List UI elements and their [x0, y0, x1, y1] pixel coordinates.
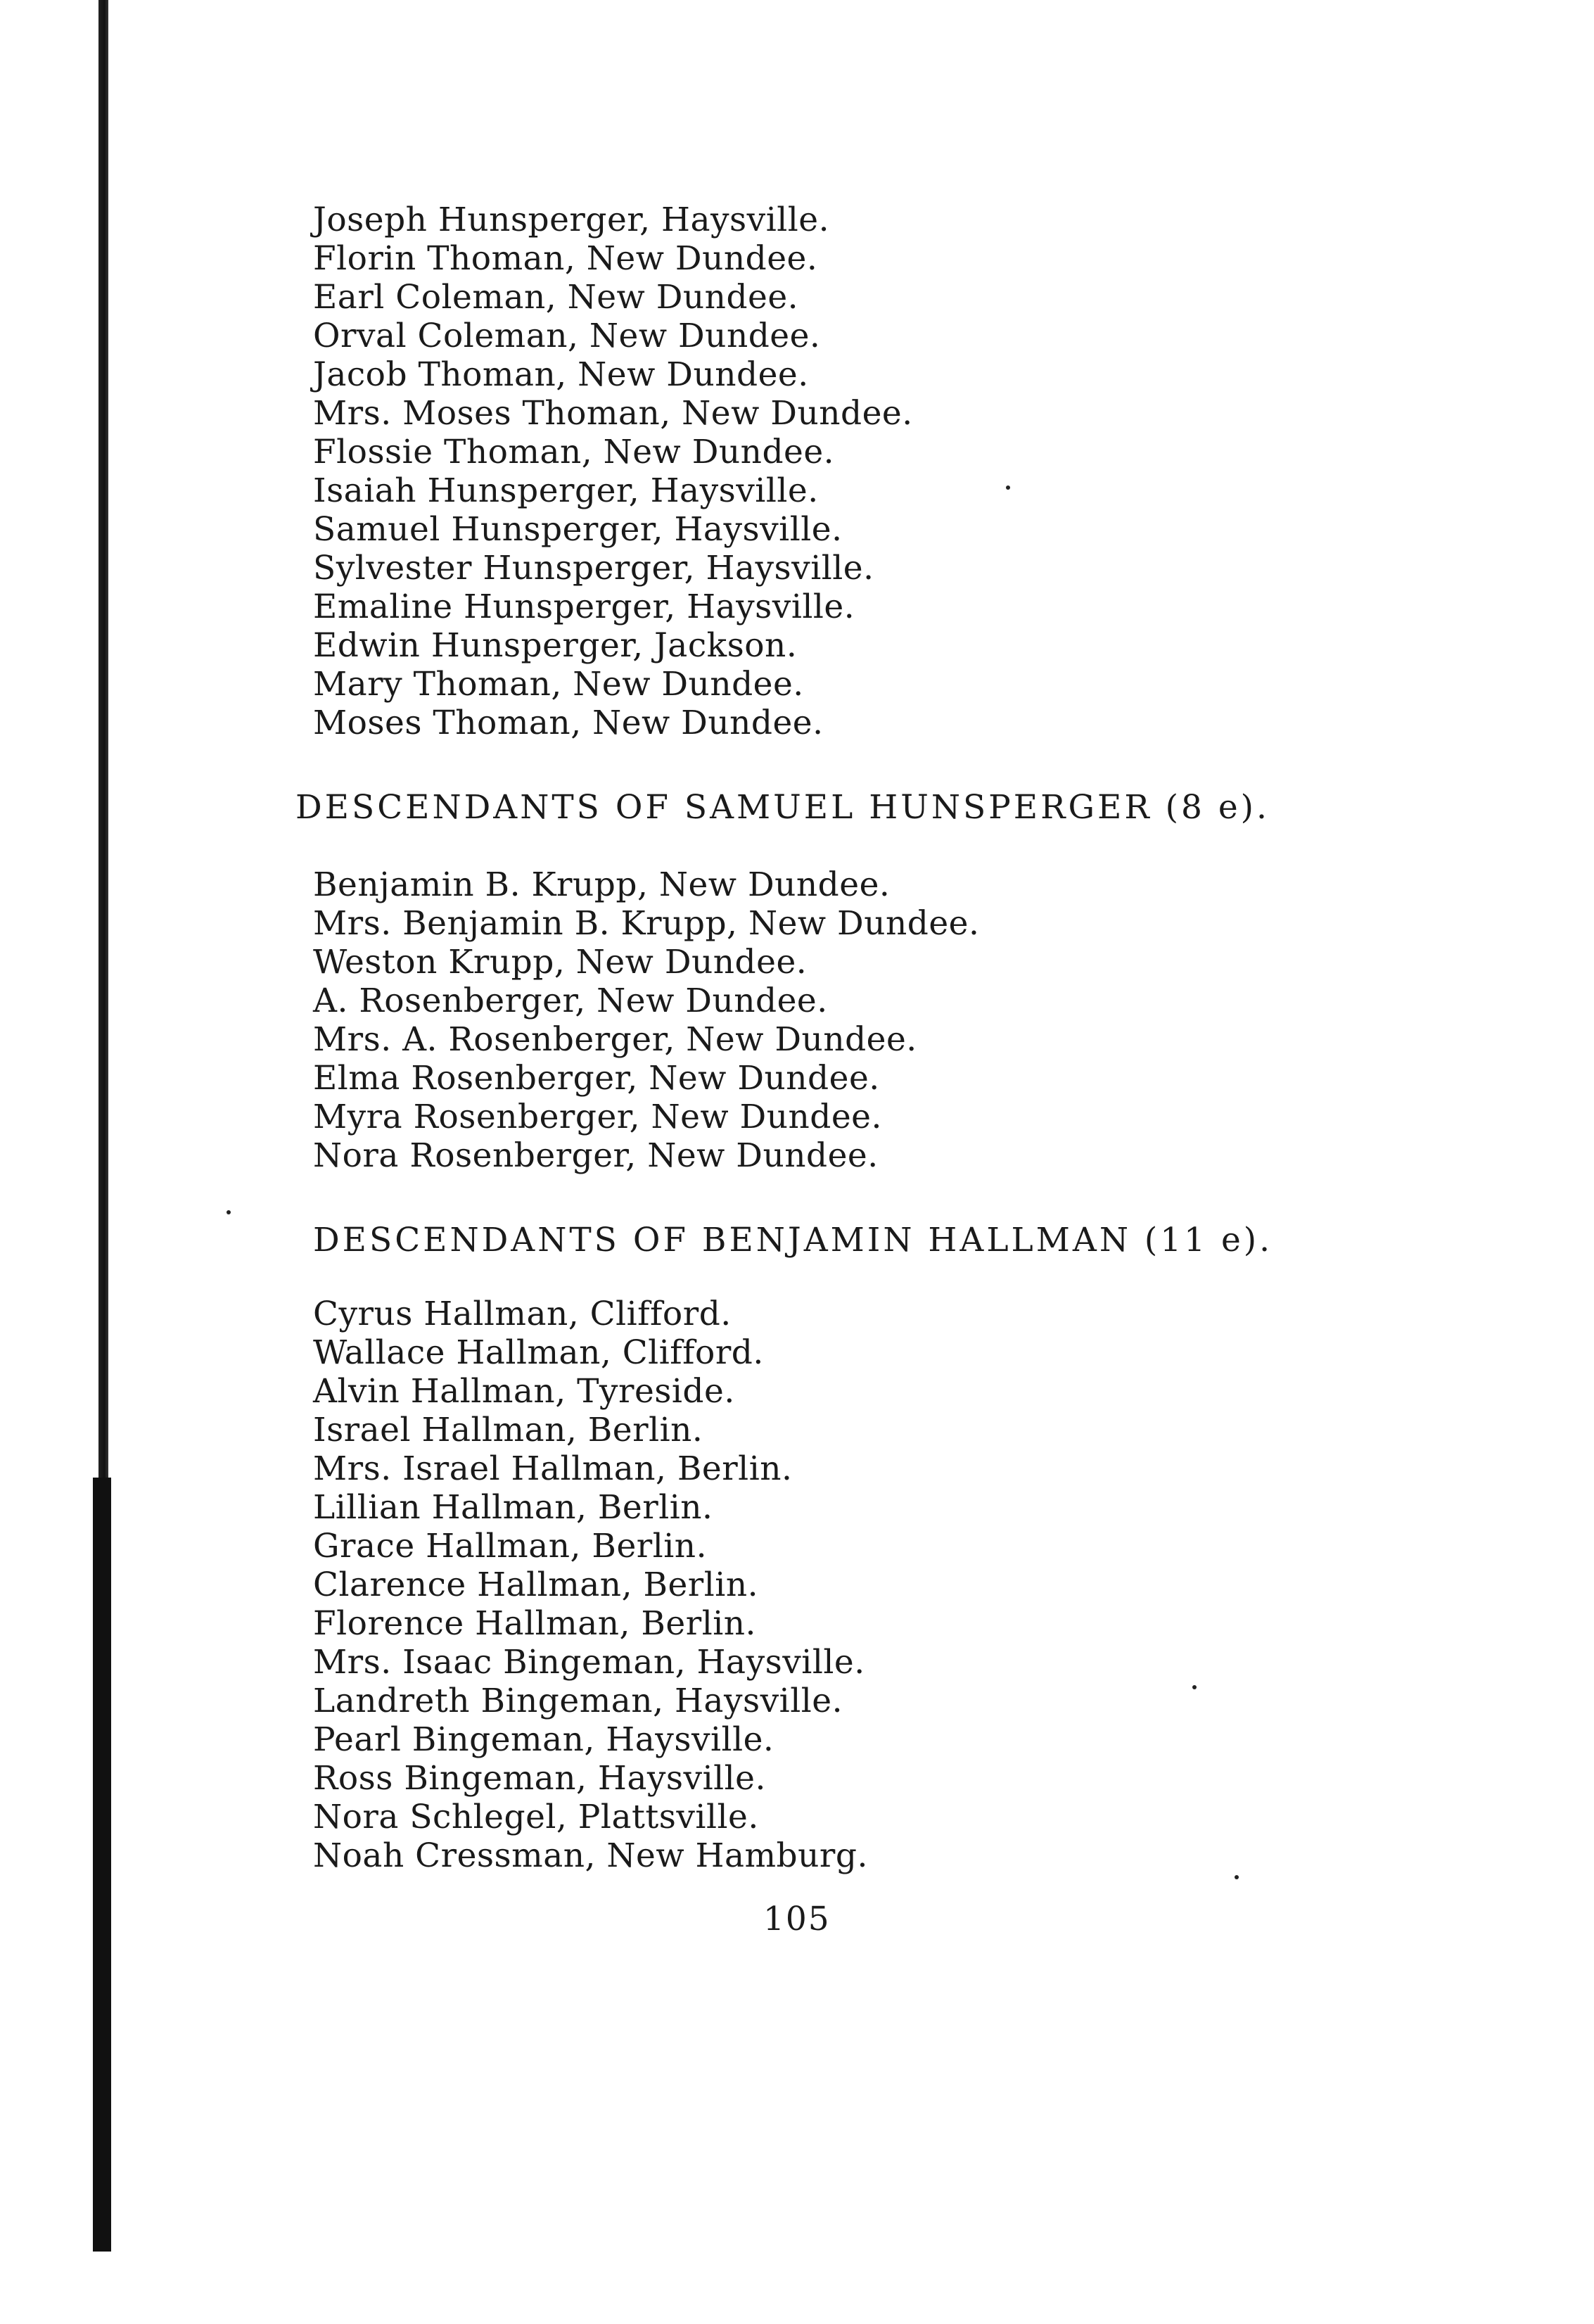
list-item: Mrs. Israel Hallman, Berlin. [313, 1449, 793, 1488]
list-item: Isaiah Hunsperger, Haysville. [313, 471, 819, 510]
list-item: Myra Rosenberger, New Dundee. [313, 1098, 882, 1136]
list-item: Elma Rosenberger, New Dundee. [313, 1059, 880, 1098]
scan-speck [1192, 1685, 1197, 1689]
list-item: Benjamin B. Krupp, New Dundee. [313, 865, 891, 904]
section-heading-samuel-hunsperger: DESCENDANTS OF SAMUEL HUNSPERGER (8 e). [295, 788, 1270, 827]
list-item: Grace Hallman, Berlin. [313, 1527, 708, 1566]
list-item: Joseph Hunsperger, Haysville. [313, 201, 830, 239]
list-item: Wallace Hallman, Clifford. [313, 1333, 764, 1372]
list-item: Cyrus Hallman, Clifford. [313, 1295, 732, 1333]
list-item: Flossie Thoman, New Dundee. [313, 433, 835, 471]
list-item: Clarence Hallman, Berlin. [313, 1566, 759, 1604]
scan-speck [1006, 485, 1010, 490]
list-item: Mrs. Moses Thoman, New Dundee. [313, 394, 913, 433]
list-item: Orval Coleman, New Dundee. [313, 317, 821, 355]
list-item: Noah Cressman, New Hamburg. [313, 1836, 868, 1875]
page-number: 105 [763, 1900, 831, 1938]
binding-edge-lower [93, 1478, 111, 2252]
list-item: Mary Thoman, New Dundee. [313, 665, 804, 704]
list-item: Israel Hallman, Berlin. [313, 1411, 703, 1449]
scan-speck [1235, 1875, 1239, 1879]
list-item: Alvin Hallman, Tyreside. [313, 1372, 735, 1411]
list-item: A. Rosenberger, New Dundee. [313, 982, 828, 1020]
list-item: Mrs. Isaac Bingeman, Haysville. [313, 1643, 865, 1682]
list-item: Landreth Bingeman, Haysville. [313, 1682, 843, 1720]
list-item: Emaline Hunsperger, Haysville. [313, 588, 855, 626]
list-item: Ross Bingeman, Haysville. [313, 1759, 766, 1798]
list-item: Lillian Hallman, Berlin. [313, 1488, 713, 1527]
list-item: Weston Krupp, New Dundee. [313, 943, 808, 982]
list-item: Florin Thoman, New Dundee. [313, 239, 818, 278]
list-item: Edwin Hunsperger, Jackson. [313, 626, 798, 665]
list-item: Florence Hallman, Berlin. [313, 1604, 756, 1643]
list-item: Nora Schlegel, Plattsville. [313, 1798, 759, 1836]
list-item: Jacob Thoman, New Dundee. [313, 355, 809, 394]
list-item: Pearl Bingeman, Haysville. [313, 1720, 774, 1759]
list-item: Samuel Hunsperger, Haysville. [313, 510, 843, 549]
list-item: Mrs. A. Rosenberger, New Dundee. [313, 1020, 917, 1059]
list-item: Mrs. Benjamin B. Krupp, New Dundee. [313, 904, 980, 943]
scan-speck [227, 1210, 231, 1214]
list-item: Moses Thoman, New Dundee. [313, 704, 824, 742]
section-heading-benjamin-hallman: DESCENDANTS OF BENJAMIN HALLMAN (11 e). [313, 1221, 1273, 1259]
list-item: Nora Rosenberger, New Dundee. [313, 1136, 879, 1175]
list-item: Sylvester Hunsperger, Haysville. [313, 549, 874, 588]
list-item: Earl Coleman, New Dundee. [313, 278, 799, 317]
